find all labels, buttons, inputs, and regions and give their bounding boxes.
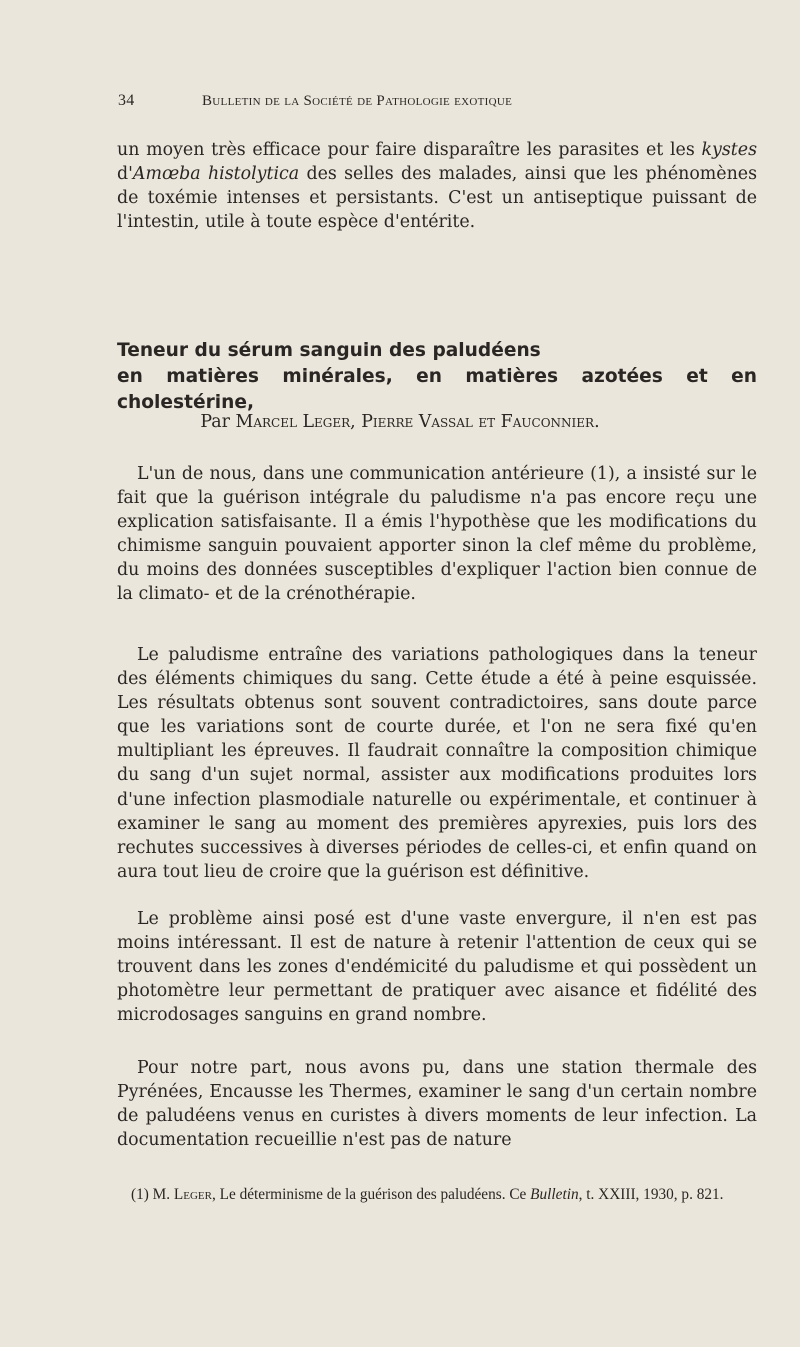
body-paragraph: Le paludisme entraîne des variations pathologiques dans la teneur des éléments chimiques du sang. Cette étude a été à peine esquissée. Les résultats obtenus sont souvent contradictoires, sans doute parce que les variations sont de courte durée, et l'on ne sera fixé qu'en multipliant les épreuves. Il faudrait connaître la composition chimique du sang d'un sujet normal, assister aux modifications produites lors d'une infection plasmodiale naturelle ou expérimentale, et continuer à examiner le sang au moment des premières apyrexies, puis lors des rechutes successives à diverses périodes de celles-ci, et enfin quand on aura tout lieu de croire que la guérison est définitive.	[117, 645, 757, 882]
footnote-author: Leger	[173, 1186, 212, 1203]
page-header	[118, 92, 668, 116]
continued-paragraph	[117, 138, 757, 234]
authors-names: Marcel Leger, Pierre Vassal et Fauconnier.	[235, 412, 600, 432]
species-name: Amœba histolytica	[132, 164, 300, 185]
text-run: d'	[117, 164, 133, 185]
footnote-text: , Le déterminisme de la guérison des paludéens. Ce	[212, 1186, 531, 1203]
italic-text: kystes	[701, 140, 757, 160]
footnote-ref: , t. XXIII, 1930, p. 821.	[578, 1186, 724, 1203]
page-number: 34	[118, 92, 135, 109]
footnote-marker: (1) M.	[131, 1186, 174, 1203]
footnote-journal: Bulletin	[530, 1186, 579, 1203]
authors-prefix: Par	[200, 412, 236, 432]
footnote	[117, 1184, 757, 1205]
text-run: des selles des malades, ainsi que les phénomènes de toxémie intenses et persistants. C'est un antiseptique puissant de l'intestin, utile à toute espèce d'entérite.	[117, 164, 757, 233]
body-paragraph: Pour notre part, nous avons pu, dans une station thermale des Pyrénées, Encausse les Thermes, examiner le sang d'un certain nombre de paludéens venus en curistes à divers moments de leur infection. La documentation recueillie n'est pas de nature	[117, 1058, 757, 1151]
body-paragraph: L'un de nous, dans une communication antérieure (1), a insisté sur le fait que la guérison intégrale du paludisme n'a pas encore reçu une explication satisfaisante. Il a émis l'hypothèse que les modifications du chimisme sanguin pouvaient apporter sinon la clef même du problème, du moins des données susceptibles d'expliquer l'action bien connue de la climato- et de la crénothérapie.	[117, 464, 757, 605]
article-authors	[0, 412, 800, 432]
text-run: un moyen très efficace pour faire disparaître les parasites et les	[117, 140, 702, 160]
running-title: Bulletin de la Société de Pathologie exotique	[202, 93, 513, 109]
title-line-1: Teneur du sérum sanguin des paludéens	[117, 340, 541, 361]
article-title	[117, 338, 757, 416]
body-paragraph: Le problème ainsi posé est d'une vaste envergure, il n'en est pas moins intéressant. Il est de nature à retenir l'attention de ceux qui se trouvent dans les zones d'endémicité du paludisme et qui possèdent un photomètre leur permettant de pratiquer avec aisance et fidélité des microdosages sanguins en grand nombre.	[117, 909, 757, 1026]
title-line-2: en matières minérales, en matières azotées et en cholestérine,	[117, 366, 757, 413]
